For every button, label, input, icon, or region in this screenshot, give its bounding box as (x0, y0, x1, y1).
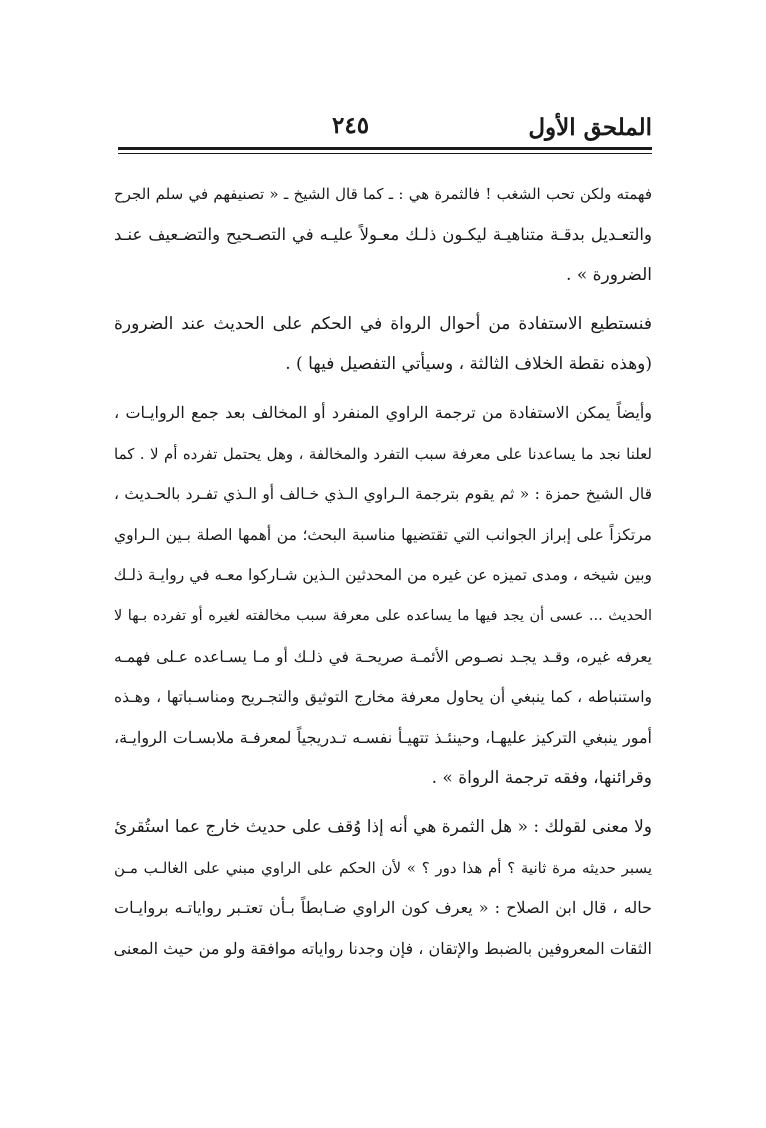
text-line: الضرورة » . (566, 265, 652, 286)
text-line: أمور ينبغي التركيز عليهـا، وحينئـذ تتهيـأ نفسـه تـدريجياً لمعرفـة ملابسـات الروايـة، (114, 727, 652, 747)
text-line: فنستطيع الاستفادة من أحوال الرواة في الحكم على الحديث عند الضرورة (114, 313, 652, 334)
text-line: والتعـديل بدقـة متناهيـة ليكـون ذلـك معـولاً عليـه في التصـحيح والتضـعيف عنـد (114, 224, 652, 244)
text-line: قال الشيخ حمزة : « ثم يقوم بترجمة الـراوي الـذي خـالف أو الـذي تفـرد بالحـديث ، (114, 485, 652, 504)
text-line: يعرفه غيره، وقـد يجـد نصـوص الأئمـة صريحـة في ذلـك أو مـا يسـاعده عـلى فهمـه (114, 647, 652, 666)
text-line: واستنباطه ، كما ينبغي أن يحاول معرفة مخارج التوثيق والتجـريح ومناسـباتها ، وهـذه (114, 688, 652, 707)
text-line: مرتكزاً على إبراز الجوانب التي تقتضيها مناسبة البحث؛ من أهمها الصلة بـين الـراوي (114, 525, 652, 544)
text-line: وبين شيخه ، ومدى تميزه عن غيره من المحدثين الـذين شـاركوا معـه في روايـة ذلـك (113, 566, 652, 585)
page-number: ٢٤٥ (332, 112, 370, 139)
text-line: ولا معنى لقولك : « هل الثمرة هي أنه إذا وُقف على حديث خارج عما استُقرئ (114, 816, 652, 837)
paragraph (114, 174, 652, 296)
header-rule-thick (118, 147, 652, 150)
text-line: فهمته ولكن تحب الشغب ! فالثمرة هي : ـ كما قال الشيخ ـ « تصنيفهم في سلم الجرح (114, 185, 652, 203)
running-title: الملحق الأول (528, 114, 652, 141)
text-line: حاله ، قال ابن الصلاح : « يعرف كون الراوي ضـابطاً بـأن تعتـبر رواياتـه بروايـات (114, 898, 652, 918)
text-line: (وهذه نقطة الخلاف الثالثة ، وسيأتي التفصيل فيها ) . (285, 354, 652, 375)
text-line: الثقات المعروفين بالضبط والإتقان ، فإن وجدنا رواياته موافقة ولو من حيث المعنى (113, 938, 652, 958)
header-rule-thin (118, 153, 652, 154)
text-line: لعلنا نجد ما يساعدنا على معرفة سبب التفرد والمخالفة ، وهل يحتمل تفرده أم لا . كما (114, 444, 652, 463)
text-line: الحديث ... عسى أن يجد فيها ما يساعده على معرفة سبب مخالفته لغيره أو تفرده بـها لا (114, 607, 652, 624)
page-header (118, 110, 652, 150)
body-text (114, 174, 652, 969)
paragraph (114, 304, 652, 385)
text-line: يسبر حديثه مرة ثانية ؟ أم هذا دور ؟ » لأن الحكم على الراوي مبني على الغالـب مـن (114, 858, 652, 877)
paragraph (114, 393, 652, 799)
text-line: وأيضاً يمكن الاستفادة من ترجمة الراوي المنفرد أو المخالف بعد جمع الروايـات ، (114, 402, 652, 422)
paragraph (114, 807, 652, 969)
text-line: وقرائنها، وفقه ترجمة الرواة » . (431, 768, 652, 789)
